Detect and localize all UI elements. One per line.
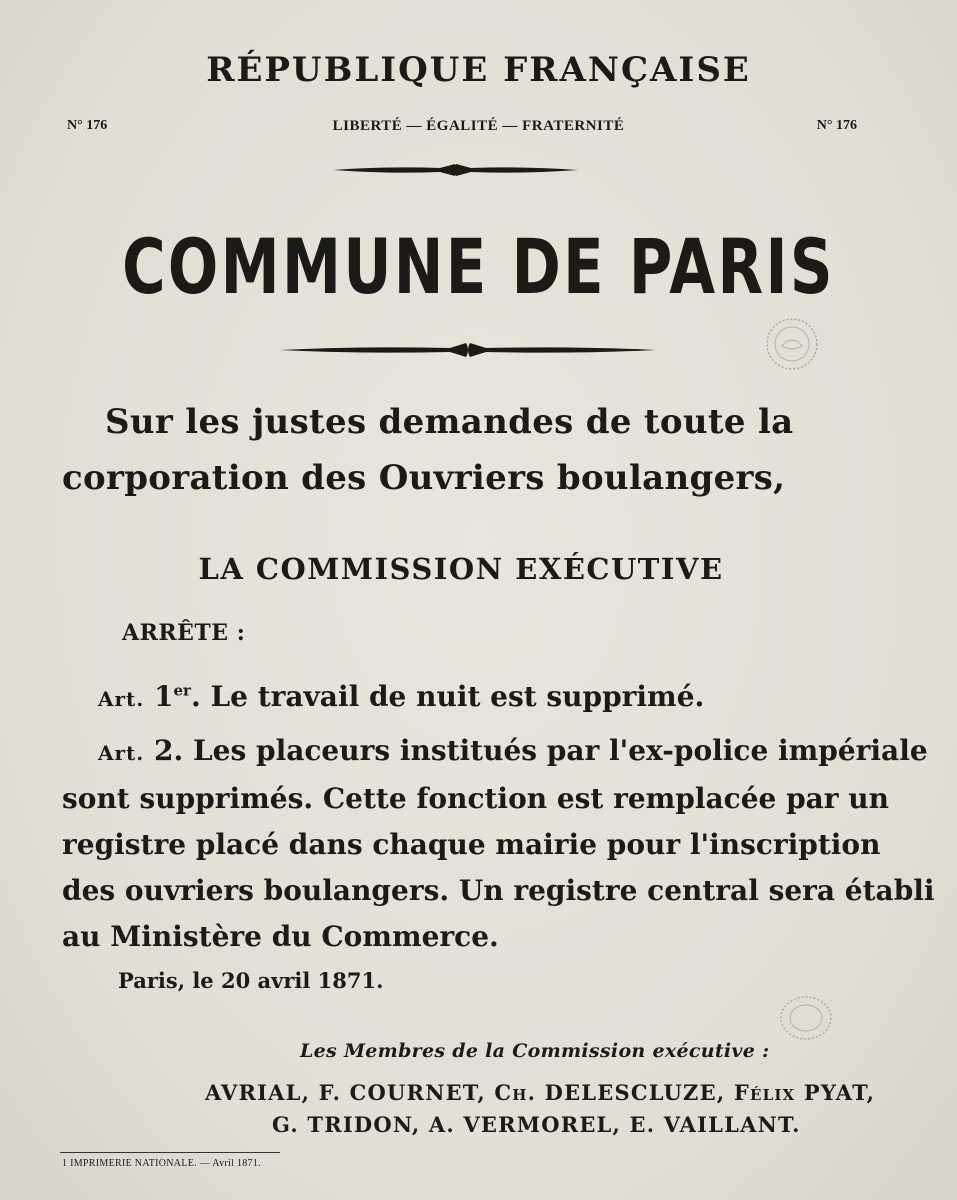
article-2 xyxy=(98,734,928,767)
library-stamp-icon xyxy=(764,316,820,372)
motto: LIBERTÉ — ÉGALITÉ — FRATERNITÉ xyxy=(332,118,625,134)
arrete-label: ARRÊTE : xyxy=(122,620,246,646)
commission-heading: LA COMMISSION EXÉCUTIVE xyxy=(198,552,724,586)
republic-heading: RÉPUBLIQUE FRANÇAISE xyxy=(206,50,751,90)
intro-line-1: Sur les justes demandes de toute la xyxy=(105,402,794,442)
ornament-rule-top xyxy=(0,160,957,180)
poster-number-left: N° 176 xyxy=(67,118,108,133)
article-2-line-5: au Ministère du Commerce. xyxy=(62,920,499,953)
date-line: Paris, le 20 avril 1871. xyxy=(118,968,384,993)
library-stamp-icon-2 xyxy=(778,994,834,1042)
article-1-label: Art. xyxy=(98,687,145,711)
article-1 xyxy=(98,680,704,713)
signatories-line-1-a: AVRIAL, F. COURNET, C xyxy=(205,1080,513,1105)
article-2-line-3: registre placé dans chaque mairie pour l'inscription xyxy=(62,828,881,861)
main-title: COMMUNE DE PARIS xyxy=(122,222,835,311)
article-2-line-2: sont supprimés. Cette fonction est remplacée par un xyxy=(62,782,890,815)
signatories-line-1-b: . DELESCLUZE, F xyxy=(527,1080,750,1105)
poster-number-right: N° 176 xyxy=(816,118,857,133)
article-1-number: 1 xyxy=(154,680,174,713)
imprint-line: 1 IMPRIMERIE NATIONALE. — Avril 1871. xyxy=(62,1158,261,1169)
signatories-line-1-b-small: ÉLIX xyxy=(749,1086,796,1104)
intro-line-2: corporation des Ouvriers boulangers, xyxy=(62,458,786,498)
article-2-text: Les placeurs institués par l'ex-police impériale xyxy=(183,734,928,767)
signatories-line-1 xyxy=(205,1080,875,1105)
signatories-line-1-a-small: H xyxy=(512,1086,528,1104)
signatories-line-1-c: PYAT, xyxy=(795,1080,876,1105)
article-1-superscript: er xyxy=(173,681,191,700)
article-2-number: 2. xyxy=(154,734,184,767)
article-2-line-4: des ouvriers boulangers. Un registre central sera établi xyxy=(62,874,935,907)
signatories-heading: Les Membres de la Commission exécutive : xyxy=(300,1040,770,1062)
signatories-line-2: G. TRIDON, A. VERMOREL, E. VAILLANT. xyxy=(272,1112,801,1137)
imprint-rule xyxy=(60,1152,280,1153)
article-2-label: Art. xyxy=(98,741,145,765)
article-1-text: . Le travail de nuit est supprimé. xyxy=(190,680,705,713)
